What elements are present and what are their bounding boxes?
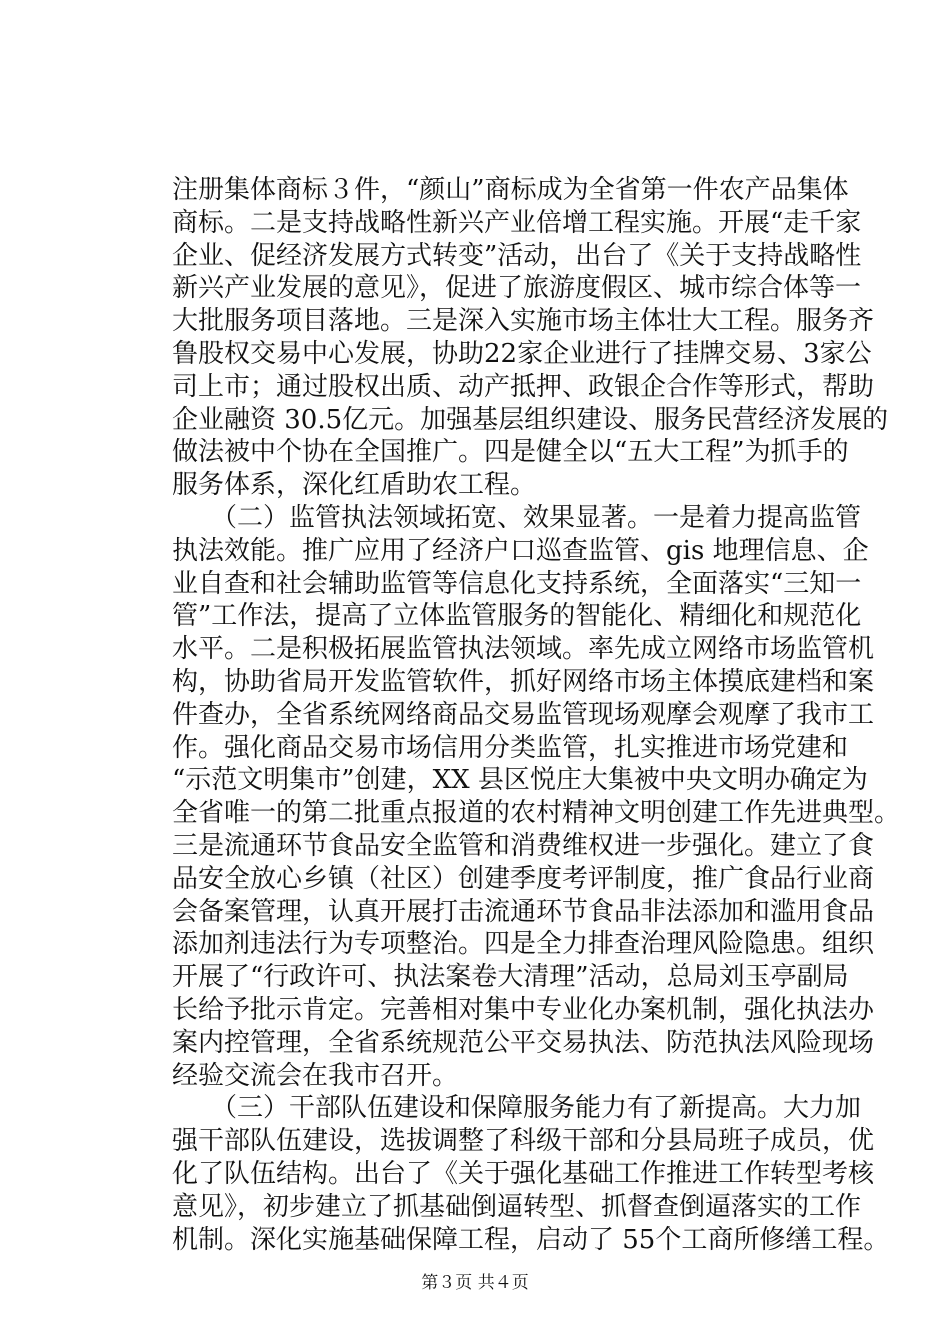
text-line: 鲁股权交易中心发展，协助22家企业进行了挂牌交易、3家公 xyxy=(172,338,872,369)
text-line: 案内控管理，全省系统规范公平交易执法、防范执法风险现场 xyxy=(172,1027,875,1058)
text-line: 作。强化商品交易市场信用分类监管，扎实推进市场党建和 xyxy=(172,732,849,763)
text-line: （二）监管执法领域拓宽、效果显著。一是着力提高监管 xyxy=(172,502,862,533)
text-line: 长给予批示肯定。完善相对集中专业化办案机制，强化执法办 xyxy=(172,994,875,1025)
text-line: 注册集体商标３件，“颜山”商标成为全省第一件农产品集体 xyxy=(172,175,849,205)
text-line: 品安全放心乡镇（社区）创建季度考评制度，推广食品行业商 xyxy=(172,863,875,894)
text-line: 三是流通环节食品安全监管和消费维权进一步强化。建立了食 xyxy=(172,830,875,861)
text-line: 司上市；通过股权出质、动产抵押、政银企合作等形式，帮助 xyxy=(172,371,875,402)
text-line: 件查办，全省系统网络商品交易监管现场观摩会观摩了我市工 xyxy=(172,699,875,730)
text-line: 做法被中个协在全国推广。四是健全以“五大工程”为抓手的 xyxy=(172,437,849,468)
text-line: 添加剂违法行为专项整治。四是全力排查治理风险隐患。组织 xyxy=(172,929,875,960)
text-line: 服务体系，深化红盾助农工程。 xyxy=(172,470,537,501)
text-line: 意见》，初步建立了抓基础倒逼转型、抓督查倒逼落实的工作 xyxy=(172,1191,862,1222)
text-line: 执法效能。推广应用了经济户口巡查监管、gis 地理信息、企 xyxy=(172,535,869,566)
text-line: 开展了“行政许可、执法案卷大清理”活动，总局刘玉亭副局 xyxy=(172,962,849,993)
text-line: 企业、促经济发展方式转变”活动，出台了《关于支持战略性 xyxy=(172,240,862,271)
text-line: 商标。二是支持战略性新兴产业倍增工程实施。开展“走千家 xyxy=(172,207,862,238)
text-line: 新兴产业发展的意见》，促进了旅游度假区、城市综合体等一 xyxy=(172,273,862,304)
text-line: 强干部队伍建设，选拔调整了科级干部和分县局班子成员，优 xyxy=(172,1126,875,1157)
text-line: 业自查和社会辅助监管等信息化支持系统，全面落实“三知一 xyxy=(172,568,862,599)
text-line: 大批服务项目落地。三是深入实施市场主体壮大工程。服务齐 xyxy=(172,306,875,337)
text-line: “示范文明集市”创建，XX 县区悦庄大集被中央文明办确定为 xyxy=(172,765,868,796)
text-line: 经验交流会在我市召开。 xyxy=(172,1060,459,1091)
text-line: 全省唯一的第二批重点报道的农村精神文明创建工作先进典型。 xyxy=(172,798,901,829)
text-line: 会备案管理，认真开展打击流通环节食品非法添加和滥用食品 xyxy=(172,896,875,927)
document-body xyxy=(172,174,901,1256)
text-line: 机制。深化实施基础保障工程，启动了 55个工商所修缮工程。 xyxy=(172,1224,890,1255)
text-line: 水平。二是积极拓展监管执法领域。率先成立网络市场监管机 xyxy=(172,634,875,665)
text-line: 管”工作法，提高了立体监管服务的智能化、精细化和规范化 xyxy=(172,601,862,632)
text-line: 企业融资 30.5亿元。加强基层组织建设、服务民营经济发展的 xyxy=(172,404,889,435)
text-line: 构，协助省局开发监管软件，抓好网络市场主体摸底建档和案 xyxy=(172,666,875,697)
text-line: 化了队伍结构。出台了《关于强化基础工作推进工作转型考核 xyxy=(172,1158,875,1189)
text-line: （三）干部队伍建设和保障服务能力有了新提高。大力加 xyxy=(172,1093,862,1124)
page-footer: 第３页 共４页 xyxy=(421,1273,529,1293)
